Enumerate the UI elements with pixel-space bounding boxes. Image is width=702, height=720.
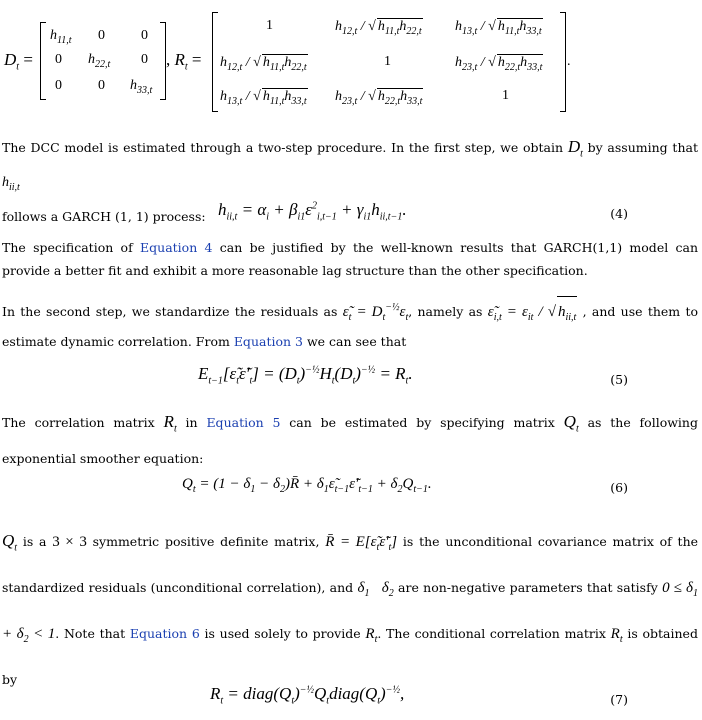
paragraph-step-two: In the second step, we standardize the residuals as $\varepsiloñ_t = D_t^{-\frac{1}{2}}\varepsilon_t$, namely as $\varepsiloñ_{i,t} = \varepsilon_{it}$ / √ $h_{ii,t}$ , and use them to estimate dynamic correlation. From Equation 3 we can see that — [2, 296, 698, 357]
r-cell-33: 1 — [502, 88, 509, 103]
paragraph-q-matrix: $Q_t$ is a 3 × 3 symmetric positive definite matrix, R̄ = $E[\varepsiloñ_t\varepsiloñ'_t]$ is the unconditional covariance matrix of the standardized residuals (unconditional correlation), and $\delta_1$ $\delta_2$ are non-negative parameters that satisfy $0 \le \delta_1 + \delta_2 < 1$. Note that Equation 6 is used solely to provide $R_t$. The conditional correlation matrix $R_t$ is obtained by — [2, 531, 699, 687]
r-label: , $R_t$ = — [166, 50, 202, 73]
equation-4: $h_{ii,t} = \alpha_i + \beta_{i1}\varepsilon^2_{i,t-1} + \gamma_{i1}h_{ii,t-1}$. (4) — [218, 200, 628, 223]
r-cell-32: $h_{23,t}$ / √ $h_{22,t}h_{33,t}$ — [335, 89, 423, 107]
d-cell-13: 0 — [141, 28, 148, 43]
equation-3-link[interactable]: Equation 3 — [233, 334, 303, 349]
d-cell-21: 0 — [55, 52, 62, 67]
d-cell-32: 0 — [98, 78, 105, 93]
paragraph-specification: The specification of Equation 4 can be justified by the well-known results that GARCH(1,1) model can provide a better fit and exhibit a more reasonable lag structure than the other specification. — [2, 240, 698, 278]
equation-6-link[interactable]: Equation 6 — [129, 626, 200, 641]
equation-5-link[interactable]: Equation 5 — [206, 415, 281, 430]
r-cell-31: $h_{13,t}$ / √ $h_{11,t}h_{33,t}$ — [220, 89, 307, 107]
paragraph-correlation: The correlation matrix $R_t$ in Equation 5 can be estimated by specifying matrix $Q_t$ as the following exponential smoother equation: — [2, 412, 698, 466]
d-cell-11: $h_{11,t}$ — [50, 28, 72, 46]
d-cell-33: $h_{33,t}$ — [130, 78, 153, 96]
r-bracket-left — [212, 12, 218, 112]
r-cell-22: 1 — [384, 54, 391, 69]
equation-6: $Q_t = (1 - \delta_1$ − $\delta_2)R̄$ + $\delta_1\varepsiloñ_{t-1}\varepsiloñ'_{t-1} + \delta_2Q_{t-1}$. (6) — [182, 476, 628, 495]
equation-5-number: (5) — [610, 372, 628, 387]
r-cell-13: $h_{13,t}$ / √ $h_{11,t}h_{33,t}$ — [455, 19, 542, 37]
equation-5: $E_{t-1}[\varepsiloñ_t\varepsiloñ'_t] = (D_t)^{-\frac{1}{2}}H_t(D_t)^{-\frac{1}{2}} = R_t$. (5) — [198, 364, 628, 387]
d-cell-22: $h_{22,t}$ — [88, 52, 111, 70]
equation-7: $R_t$ = $diag(Q_t)^{-\frac{1}{2}}Q_tdiag(Q_t)^{-\frac{1}{2}}$, (7) — [210, 684, 628, 707]
d-bracket-left — [40, 22, 46, 100]
r-cell-12: $h_{12,t}$ / √ $h_{11,t}h_{22,t}$ — [335, 19, 422, 37]
d-cell-23: 0 — [141, 52, 148, 67]
d-label: $D_t$ = — [4, 50, 33, 73]
matrix-block: $D_t$ = $h_{11,t}$ 0 0 0 $h_{22,t}$ 0 0 0 $h_{33,t}$ , $R_t$ = . 1 $h_{12,t}$ / √ $h_{11,t}h_{22,t}$ $h_{13,t}$ / √ $h_{11,t}h_{33,t}$ $h_{12,t}$ / √ $h_{11,t}h_{22,t}$ 1 $h_{23,t}$ / √ $h_{22,t}h_{33,t}$ $h_{13,t}$ / √ $h_{11,t}h_{33,t}$ $h_{23,t}$ / √ $h_{22,t}h_{33,t}$ 1 — [0, 8, 702, 108]
equation-4-number: (4) — [610, 206, 628, 221]
paragraph-step-one: The DCC model is estimated through a two-step procedure. In the first step, we obtain $D_t$ by assuming that $h_{ii,t}$ follows a GARCH (1, 1) process: — [2, 137, 698, 224]
r-bracket-right — [560, 12, 566, 112]
equation-6-number: (6) — [610, 480, 628, 495]
r-cell-21: $h_{12,t}$ / √ $h_{11,t}h_{22,t}$ — [220, 55, 307, 73]
equation-4-link[interactable]: Equation 4 — [140, 240, 213, 255]
r-cell-23: $h_{23,t}$ / √ $h_{22,t}h_{33,t}$ — [455, 55, 543, 73]
d-cell-12: 0 — [98, 28, 105, 43]
r-cell-11: 1 — [266, 18, 273, 33]
equation-7-number: (7) — [610, 692, 628, 707]
d-cell-31: 0 — [55, 78, 62, 93]
